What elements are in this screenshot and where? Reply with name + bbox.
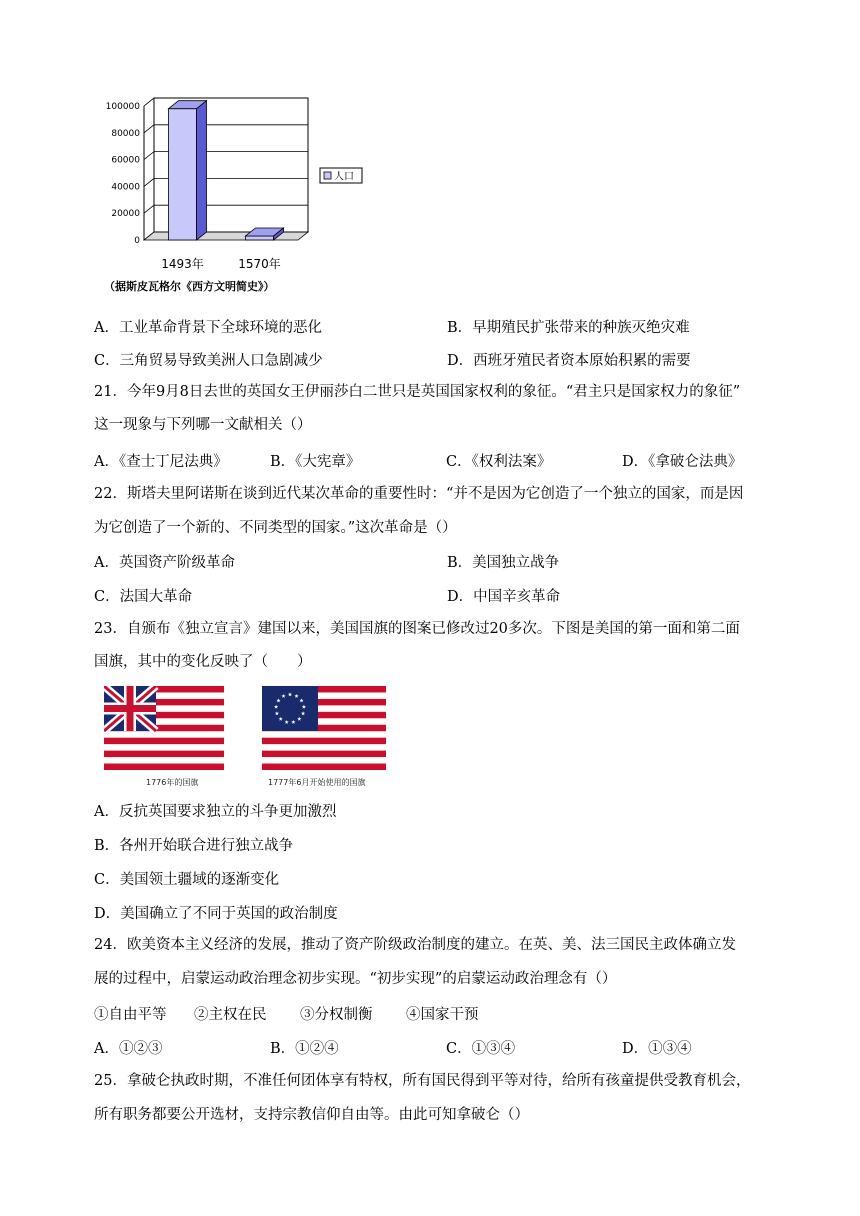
q25-stem-line1: 25．拿破仑执政时期，不准任何团体享有特权，所有国民得到平等对待，给所有孩童提供受教育机会， — [94, 1073, 751, 1089]
q23-option-d: D．美国确立了不同于英国的政治制度 — [94, 906, 338, 922]
q23-option-b: B．各州开始联合进行独立战争 — [94, 838, 294, 854]
q20-option-d: D．西班牙殖民者资本原始积累的需要 — [447, 353, 691, 369]
q22-option-b: B．美国独立战争 — [447, 555, 560, 571]
q24-item-4: ④国家干预 — [406, 1007, 479, 1023]
chart-side-wall — [144, 98, 154, 240]
chart-source-note: （据斯皮瓦格尔《西方文明简史》） — [104, 280, 275, 293]
flag-1777-image — [262, 686, 386, 770]
q24-item-2: ②主权在民 — [194, 1007, 267, 1023]
population-bar-chart — [100, 94, 400, 300]
flag-1777-caption: 1777年6月开始使用的国旗 — [268, 778, 366, 787]
q23-option-c: C．美国领土疆域的逐渐变化 — [94, 872, 280, 888]
q20-option-c: C．三角贸易导致美洲人口急剧减少 — [94, 353, 323, 369]
q21-option-a: A．《查士丁尼法典》 — [94, 454, 228, 470]
q24-option-c: C．①③④ — [446, 1041, 516, 1057]
q21-option-b: B．《大宪章》 — [270, 454, 361, 470]
q24-option-a: A．①②③ — [94, 1041, 163, 1057]
q23-stem-line2: 国旗，其中的变化反映了（ ） — [94, 654, 312, 670]
q24-item-1: ①自由平等 — [94, 1007, 167, 1023]
q24-option-d: D．①③④ — [622, 1041, 692, 1057]
chart-legend-swatch — [324, 172, 331, 179]
chart-xtick-label: 1570年 — [238, 257, 281, 271]
q24-stem-line2: 展的过程中，启蒙运动政治理念初步实现。“初步实现”的启蒙运动政治理念有（） — [94, 971, 617, 987]
q24-option-b: B．①②④ — [270, 1041, 339, 1057]
chart-ytick-label: 0 — [134, 236, 140, 246]
q21-stem-line1: 21．今年9月8日去世的英国女王伊丽莎白二世只是英国国家权利的象征。“君主只是国家权力的象征” — [94, 384, 741, 400]
q23-option-a: A．反抗英国要求独立的斗争更加激烈 — [94, 804, 337, 820]
flag-1776-image — [104, 686, 224, 770]
chart-bar-side — [197, 101, 207, 240]
q20-option-a: A．工业革命背景下全球环境的恶化 — [94, 320, 322, 336]
q25-stem-line2: 所有职务都要公开选材，支持宗教信仰自由等。由此可知拿破仑（） — [94, 1107, 529, 1123]
q24-stem-line1: 24．欧美资本主义经济的发展，推动了资产阶级政治制度的建立。在英、美、法三国民主政体确立发 — [94, 937, 736, 953]
chart-bar — [169, 109, 197, 240]
q20-option-b: B．早期殖民扩张带来的种族灭绝灾难 — [447, 320, 690, 336]
q23-stem-line1: 23．自颁布《独立宣言》建国以来，美国国旗的图案已修改过20多次。下图是美国的第一面和第二面 — [94, 621, 740, 637]
chart-xtick-label: 1493年 — [161, 257, 204, 271]
q22-option-c: C．法国大革命 — [94, 589, 193, 605]
q22-stem-line1: 22．斯塔夫里阿诺斯在谈到近代某次革命的重要性时：“并不是因为它创造了一个独立的国家，而是因 — [94, 486, 744, 502]
chart-ytick-label: 40000 — [111, 182, 140, 193]
q24-item-3: ③分权制衡 — [300, 1007, 373, 1023]
chart-bar — [246, 236, 274, 240]
q21-stem-line2: 这一现象与下列哪一文献相关（） — [94, 417, 312, 433]
q22-stem-line2: 为它创造了一个新的、不同类型的国家。”这次革命是（） — [94, 520, 457, 536]
chart-legend-label: 人口 — [334, 171, 354, 183]
q22-option-a: A．英国资产阶级革命 — [94, 555, 235, 571]
q21-option-d: D．《拿破仑法典》 — [622, 454, 743, 470]
chart-ytick-label: 100000 — [105, 102, 140, 112]
chart-ytick-label: 20000 — [111, 209, 140, 220]
flag-1776-caption: 1776年的国旗 — [146, 778, 199, 787]
chart-ytick-label: 80000 — [111, 128, 140, 139]
q22-option-d: D．中国辛亥革命 — [447, 589, 561, 605]
chart-ytick-label: 60000 — [111, 155, 140, 166]
q21-option-c: C．《权利法案》 — [446, 454, 552, 470]
